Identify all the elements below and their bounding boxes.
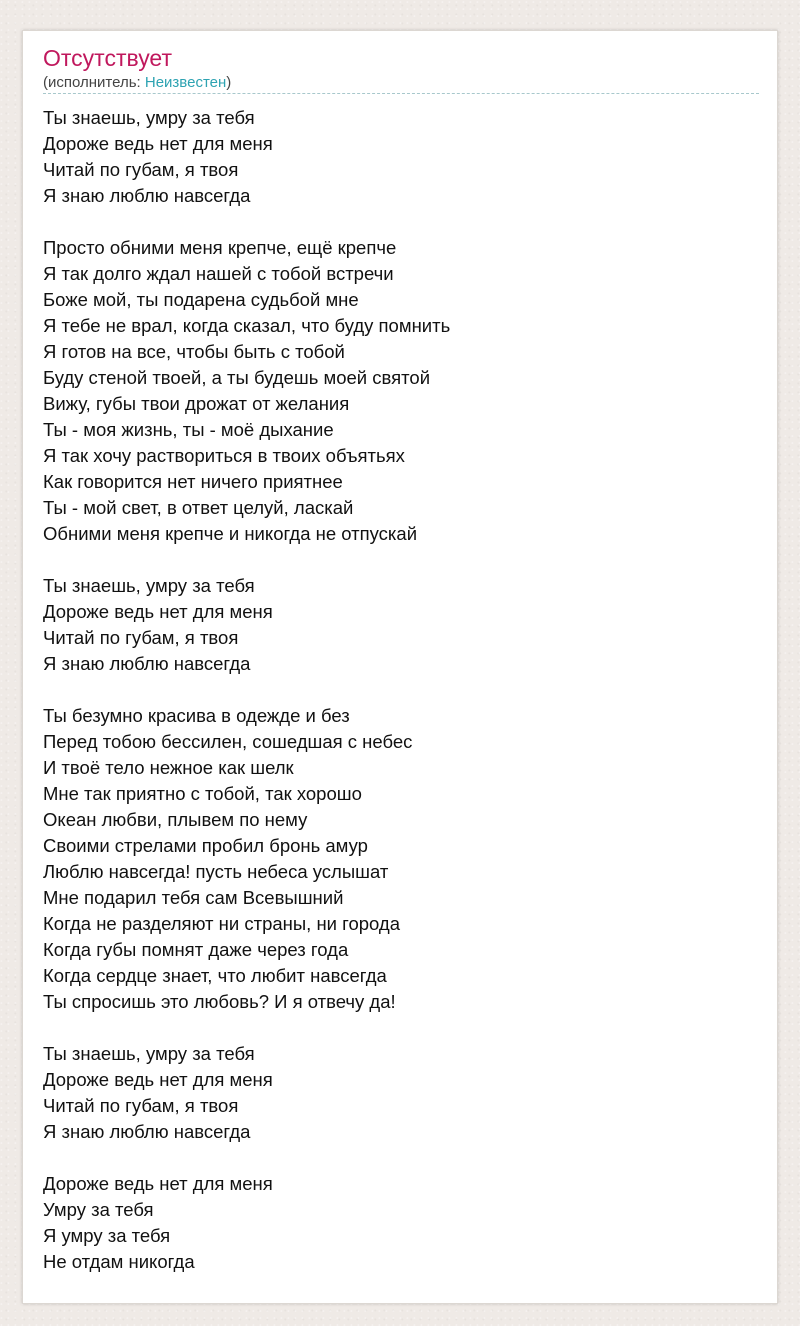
- lyric-line: Я тебе не врал, когда сказал, что буду помнить: [43, 315, 451, 336]
- lyric-line: Мне подарил тебя сам Всевышний: [43, 887, 344, 908]
- lyric-line: Читай по губам, я твоя: [43, 627, 239, 648]
- lyric-line: Читай по губам, я твоя: [43, 1095, 239, 1116]
- artist-line: [43, 73, 759, 94]
- lyric-line: Мне так приятно с тобой, так хорошо: [43, 783, 362, 804]
- lyric-line: Дороже ведь нет для меня: [43, 133, 273, 154]
- lyric-line: Океан любви, плывем по нему: [43, 809, 308, 830]
- lyric-line: Ты - моя жизнь, ты - моё дыхание: [43, 419, 334, 440]
- lyric-line: Я готов на все, чтобы быть с тобой: [43, 341, 345, 362]
- song-title: Отсутствует: [43, 45, 172, 71]
- lyrics-text: [43, 105, 759, 1275]
- artist-link[interactable]: Неизвестен: [144, 74, 227, 91]
- lyric-line: Когда не разделяют ни страны, ни города: [43, 913, 401, 934]
- lyric-line: Ты безумно красива в одежде и без: [43, 705, 350, 726]
- artist-prefix: (исполнитель:: [43, 74, 145, 91]
- lyric-line: Своими стрелами пробил бронь амур: [43, 835, 368, 856]
- lyrics-card: [22, 30, 778, 1304]
- lyric-line: Читай по губам, я твоя: [43, 159, 239, 180]
- lyric-line: Я знаю люблю навсегда: [43, 185, 251, 206]
- stanza-gap: [43, 209, 759, 235]
- lyric-line: Дороже ведь нет для меня: [43, 1173, 273, 1194]
- lyric-line: Буду стеной твоей, а ты будешь моей святой: [43, 367, 431, 388]
- lyric-line: Дороже ведь нет для меня: [43, 1069, 273, 1090]
- lyric-line: Не отдам никогда: [43, 1251, 195, 1272]
- lyric-line: Ты знаешь, умру за тебя: [43, 575, 255, 596]
- stanza-gap: [43, 1145, 759, 1171]
- lyric-line: Когда сердце знает, что любит навсегда: [43, 965, 387, 986]
- lyric-line: Перед тобою бессилен, сошедшая с небес: [43, 731, 413, 752]
- artist-suffix: ): [226, 74, 232, 91]
- stanza-gap: [43, 1015, 759, 1041]
- lyric-line: Я так хочу раствориться в твоих объятьях: [43, 445, 405, 466]
- lyric-line: Ты спросишь это любовь? И я отвечу да!: [43, 991, 396, 1012]
- lyric-line: Ты знаешь, умру за тебя: [43, 1043, 255, 1064]
- lyric-line: Обними меня крепче и никогда не отпускай: [43, 523, 418, 544]
- lyric-line: Я так долго ждал нашей с тобой встречи: [43, 263, 394, 284]
- lyric-line: Я знаю люблю навсегда: [43, 1121, 251, 1142]
- lyric-line: Вижу, губы твои дрожат от желания: [43, 393, 350, 414]
- lyric-line: Как говорится нет ничего приятнее: [43, 471, 343, 492]
- lyric-line: Умру за тебя: [43, 1199, 154, 1220]
- lyric-line: Ты - мой свет, в ответ целуй, ласкай: [43, 497, 354, 518]
- lyric-line: Когда губы помнят даже через года: [43, 939, 349, 960]
- lyric-line: Просто обними меня крепче, ещё крепче: [43, 237, 397, 258]
- lyric-line: Я знаю люблю навсегда: [43, 653, 251, 674]
- lyric-line: Боже мой, ты подарена судьбой мне: [43, 289, 359, 310]
- lyric-line: Ты знаешь, умру за тебя: [43, 107, 255, 128]
- lyric-line: И твоё тело нежное как шелк: [43, 757, 294, 778]
- lyric-line: Люблю навсегда! пусть небеса услышат: [43, 861, 389, 882]
- stanza-gap: [43, 547, 759, 573]
- lyric-line: Я умру за тебя: [43, 1225, 171, 1246]
- stanza-gap: [43, 677, 759, 703]
- lyric-line: Дороже ведь нет для меня: [43, 601, 273, 622]
